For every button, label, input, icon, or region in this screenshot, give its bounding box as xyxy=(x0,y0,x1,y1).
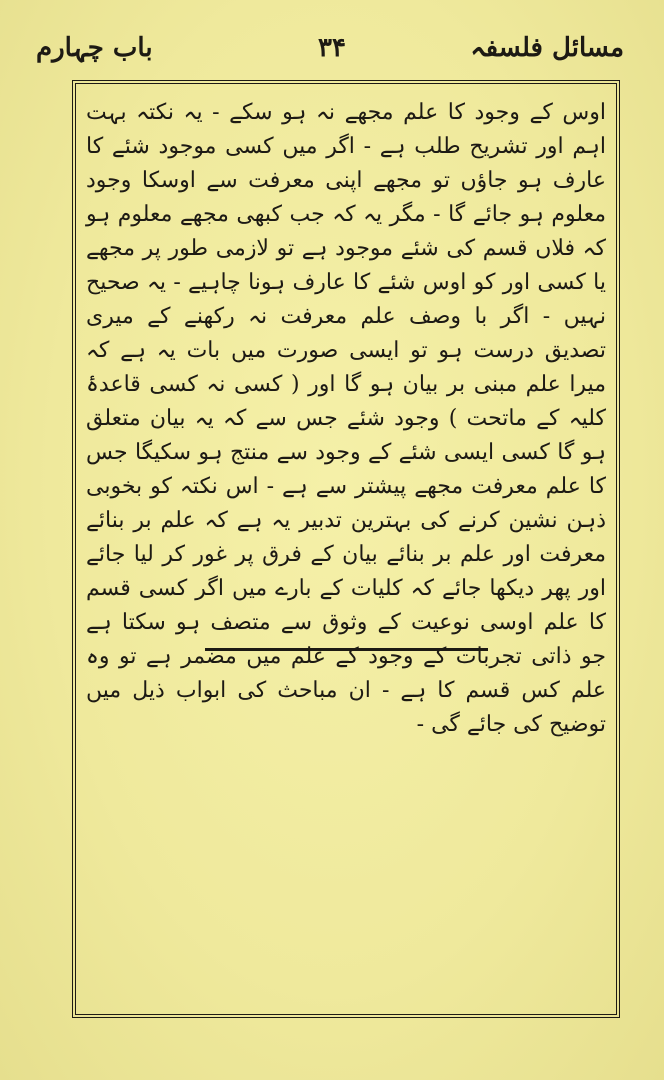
page-number: ۳۴ xyxy=(318,33,346,63)
book-title: مسائل فلسفہ xyxy=(470,33,624,63)
page-header xyxy=(20,28,644,74)
paragraph: اوس کے وجود کا علم مجھے نہ ہو سکے - یہ نکتہ بہت اہم اور تشریح طلب ہے - اگر میں کسی موجود شئے کا عارف ہو جاؤں تو مجھے اپنی معرفت سے اوسکا وجود معلوم ہو جائے گا - مگر یہ کہ جب کبھی مجھے معلوم ہو کہ فلاں قسم کی شئے موجود ہے تو لازمی طور پر مجھے یا کسی اور کو اوس شئے کا عارف ہونا چاہیے - یہ صحیح نہیں - اگر با وصف علم معرفت نہ رکھنے کے میری تصدیق درست ہو تو ایسی صورت میں بات یہ ہے کہ میرا علم مبنی بر بیان ہو گا اور ( کسی نہ کسی قاعدۂ کلیہ کے ماتحت ) وجود شئے جس سے کہ یہ بیان متعلق ہو گا کسی ایسی شئے کے وجود سے منتج ہو سکیگا جس کا علم معرفت مجھے پیشتر سے ہے - اس نکتہ کو بخوبی ذہن نشین کرنے کی بہترین تدبیر یہ ہے کہ علم بر بنائے معرفت اور علم بر بنائے بیان کے فرق پر غور کر لیا جائے اور پھر دیکھا جائے کہ کلیات کے بارے میں اگر کسی قسم کا علم اوسی نوعیت کے وثوق سے متصف ہو سکتا ہے جو ذاتی تجربات کے وجود کے علم میں مضمر ہے تو وہ علم کس قسم کا ہے - ان مباحث کی ابواب ذیل میں توضیح کی جائے گی - xyxy=(86,100,606,737)
end-separator-line xyxy=(205,648,488,651)
body-text-block xyxy=(86,96,606,742)
chapter-label: باب چہارم xyxy=(36,33,153,63)
